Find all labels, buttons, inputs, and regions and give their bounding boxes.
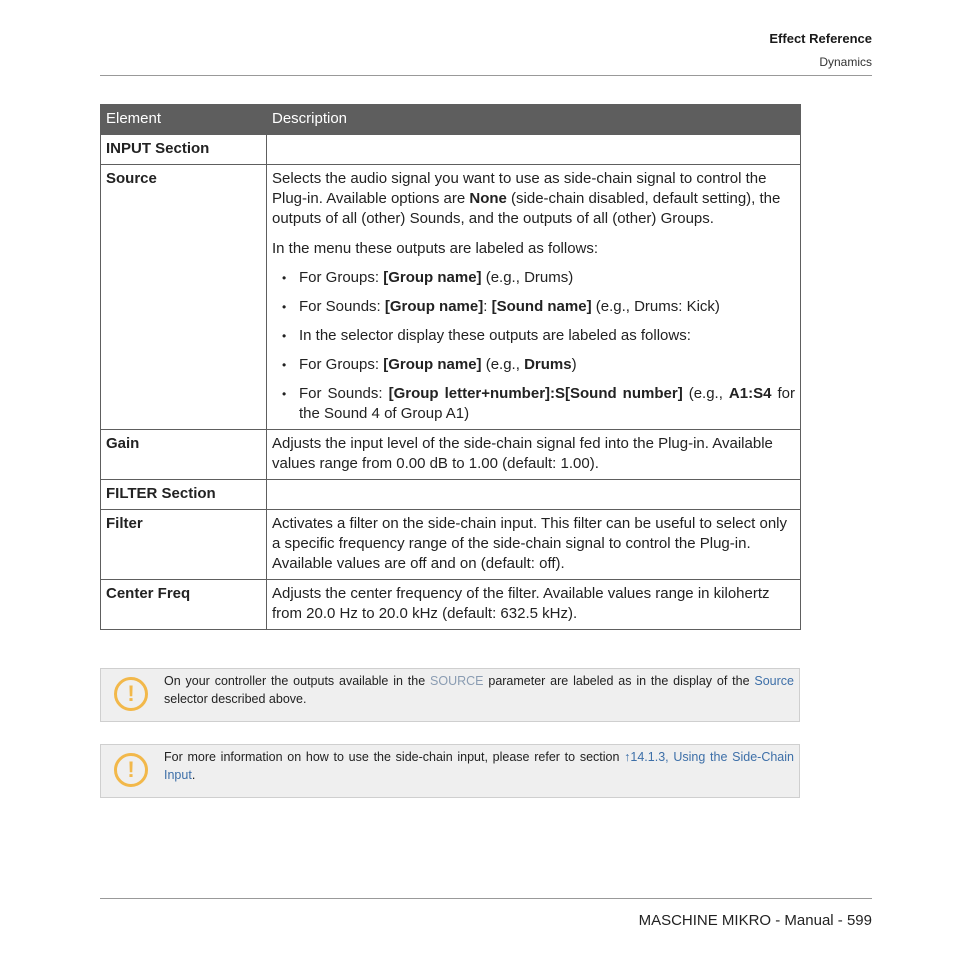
parameter-table: [100, 104, 801, 630]
source-menu-paragraph: In the menu these outputs are labeled as follows:: [272, 240, 599, 257]
column-header-element: Element: [101, 105, 267, 135]
table-row: [101, 165, 801, 430]
note-box-side-chain: [100, 744, 800, 798]
element-name-center-freq: Center Freq: [101, 580, 267, 630]
element-name-gain: Gain: [101, 430, 267, 480]
table-row: [101, 510, 801, 580]
note-box-source: [100, 668, 800, 722]
header-subtitle: Dynamics: [819, 55, 872, 69]
element-desc-source: [267, 165, 801, 430]
source-bullet-list: [272, 268, 795, 424]
warning-icon: !: [114, 677, 148, 711]
footer-divider: [100, 898, 872, 899]
element-desc-gain: Adjusts the input level of the side-chain signal fed into the Plug-in. Available values range from 0.00 dB to 1.00 (default: 1.00).: [267, 430, 801, 480]
empty-cell: [267, 135, 801, 165]
header-divider: [100, 75, 872, 76]
list-item: • For Sounds: [Group letter+number]:S[Sound number] (e.g., A1:S4 for the Sound 4 of Group A1): [272, 384, 795, 424]
element-name-filter: Filter: [101, 510, 267, 580]
empty-cell: [267, 480, 801, 510]
source-parameter-link[interactable]: SOURCE: [430, 674, 484, 688]
list-item: • For Sounds: [Group name]: [Sound name] (e.g., Drums: Kick): [272, 297, 795, 317]
element-desc-center-freq: Adjusts the center frequency of the filter. Available values range in kilohertz from 20.0 Hz to 20.0 kHz (default: 632.5 kHz).: [267, 580, 801, 630]
note-text: For more information on how to use the side-chain input, please refer to section ↑14.1.3, Using the Side-Chain Input.: [164, 750, 794, 782]
page-footer: MASCHINE MIKRO - Manual - 599: [638, 912, 872, 929]
section-label-filter: FILTER Section: [101, 480, 267, 510]
table-row: [101, 480, 801, 510]
section-label-input: INPUT Section: [101, 135, 267, 165]
list-item: • In the selector display these outputs are labeled as follows:: [272, 326, 795, 346]
header-title: Effect Reference: [769, 31, 872, 46]
column-header-description: Description: [267, 105, 801, 135]
element-desc-filter: Activates a filter on the side-chain input. This filter can be useful to select only a specific frequency range of the side-chain signal to control the Plug-in. Available values are off and on (default: off).: [267, 510, 801, 580]
table-header-row: [101, 105, 801, 135]
source-desc-paragraph: Selects the audio signal you want to use as side-chain signal to control the Plug-in. Available options are None (side-chain disabled, default setting), the outputs of all (other) Sounds, and the outputs of all (other) Groups.: [272, 170, 781, 227]
table-row: [101, 580, 801, 630]
note-text: On your controller the outputs available in the SOURCE parameter are labeled as in the display of the Source selector described above.: [164, 674, 794, 706]
table-row: [101, 135, 801, 165]
list-item: • For Groups: [Group name] (e.g., Drums): [272, 355, 795, 375]
list-item: • For Groups: [Group name] (e.g., Drums): [272, 268, 795, 288]
table-row: [101, 430, 801, 480]
warning-icon: !: [114, 753, 148, 787]
section-reference-link[interactable]: ↑14.1.3, Using the Side-Chain Input: [164, 750, 794, 782]
source-selector-link[interactable]: Source: [754, 674, 794, 688]
element-name-source: Source: [101, 165, 267, 430]
